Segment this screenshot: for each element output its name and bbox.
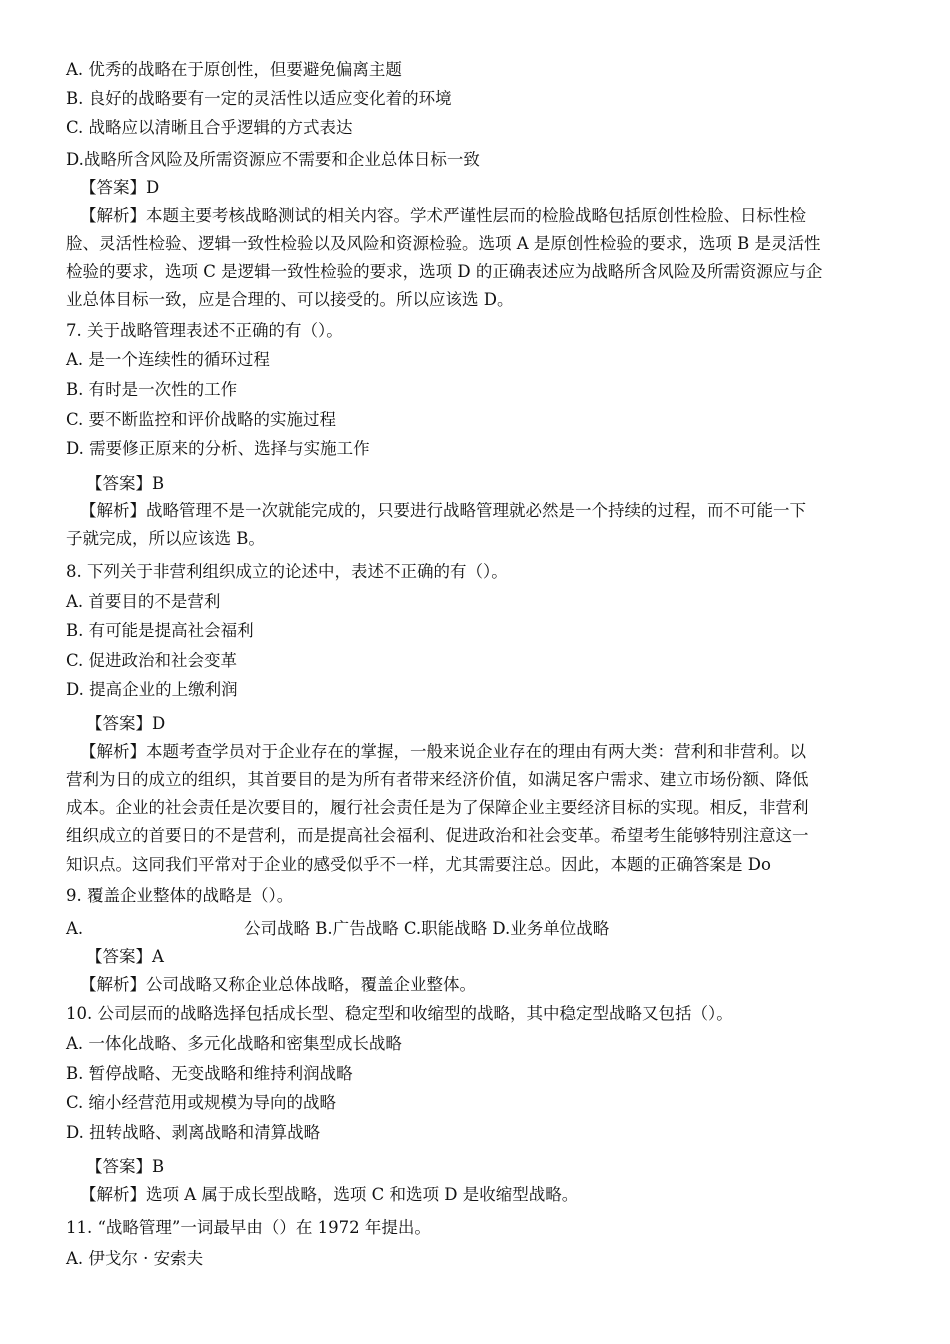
q6-option-d: D.战略所含风险及所需资源应不需要和企业总体日标一致 [66, 150, 480, 169]
q7-analysis-line: 【解析】战略管理不是一次就能完成的，只要进行战略管理就必然是一个持续的过程，而不可能一下 [80, 501, 806, 520]
q11-option-a: A. 伊戈尔 · 安索夫 [66, 1249, 204, 1268]
q11-stem: 11. “战略管理”一词最早由（）在 1972 年提出。 [66, 1218, 431, 1237]
q8-stem: 8. 下列关于非营利组织成立的论述中，表述不正确的有（）。 [66, 562, 508, 581]
q8-analysis-line: 成本。企业的社会责任是次要目的，履行社会责任是为了保障企业主要经济目标的实现。相反，非营利 [66, 798, 809, 817]
q6-answer: 【答案】D [80, 178, 160, 197]
q8-analysis-line: 组织成立的首要日的不是营利，而是提高社会福利、促进政治和社会变革。希望考生能够特别注意这一 [66, 826, 809, 845]
q9-stem: 9. 覆盖企业整体的战略是（）。 [66, 886, 294, 905]
q10-option-a: A. 一体化战略、多元化战略和密集型成长战略 [66, 1034, 402, 1053]
q6-analysis-line: 脸、灵活性检验、逻辑一致性检验以及风险和资源检验。选项 A 是原创性检验的要求，选项 B 是灵活性 [66, 234, 821, 253]
q6-option-a: A. 优秀的战略在于原创性，但要避免偏离主题 [66, 60, 402, 79]
q8-analysis-line: 营利为日的成立的组织，其首要目的是为所有者带来经济价值，如满足客户需求、建立市场份额、降低 [66, 770, 809, 789]
q7-analysis-line: 子就完成，所以应该选 B。 [66, 529, 265, 548]
q9-analysis-line: 【解析】公司战略又称企业总体战略，覆盖企业整体。 [80, 975, 476, 994]
q10-option-c: C. 缩小经营范用或规模为导向的战略 [66, 1093, 337, 1112]
q7-stem: 7. 关于战略管理表述不正确的有（）。 [66, 321, 343, 340]
q9-options-text: 公司战略 B.广告战略 C.职能战略 D.业务单位战略 [244, 919, 610, 938]
q6-analysis-line: 【解析】本题主要考核战略测试的相关内容。学术严谨性层而的检脸战略包括原创性检脸、日标性检 [80, 206, 806, 225]
q7-option-b: B. 有时是一次性的工作 [66, 380, 238, 399]
q7-option-c: C. 要不断监控和评价战略的实施过程 [66, 410, 337, 429]
q6-analysis-line: 检验的要求，选项 C 是逻辑一致性检验的要求，选项 D 的正确表述应为战略所含风险及所需资源应与企 [66, 262, 823, 281]
q7-option-d: D. 需要修正原来的分析、选择与实施工作 [66, 439, 370, 458]
q10-analysis-line: 【解析】选项 A 属于成长型战略，选项 C 和选项 D 是收缩型战略。 [80, 1185, 579, 1204]
q10-option-b: B. 暂停战略、无变战略和维持利润战略 [66, 1064, 353, 1083]
q6-option-c: C. 战略应以清晰且合乎逻辑的方式表达 [66, 118, 353, 137]
q8-option-a: A. 首要目的不是营利 [66, 592, 221, 611]
q6-option-b: B. 良好的战略要有一定的灵活性以适应变化着的环境 [66, 89, 452, 108]
q8-analysis-line: 知识点。这同我们平常对于企业的感受似乎不一样，尤其需要注总。因此，本题的正确答案是 Do [66, 855, 771, 874]
q10-option-d: D. 扭转战略、剥离战略和清算战略 [66, 1123, 321, 1142]
q8-option-b: B. 有可能是提高社会福利 [66, 621, 254, 640]
q8-answer: 【答案】D [86, 714, 166, 733]
q10-answer: 【答案】B [86, 1157, 165, 1176]
q6-analysis-line: 业总体目标一致，应是合理的、可以接受的。所以应该选 D。 [66, 290, 514, 309]
q9-option-label: A. [66, 919, 84, 938]
q7-answer: 【答案】B [86, 474, 165, 493]
q8-option-d: D. 提高企业的上缴利润 [66, 680, 238, 699]
q8-analysis-line: 【解析】本题考查学员对于企业存在的掌握，一般来说企业存在的理由有两大类：营利和非营利。以 [80, 742, 806, 761]
q7-option-a: A. 是一个连续性的循环过程 [66, 350, 270, 369]
q10-stem: 10. 公司层而的战略选择包括成长型、稳定型和收缩型的战略，其中稳定型战略又包括（）。 [66, 1004, 733, 1023]
q9-answer: 【答案】A [86, 947, 164, 966]
q8-option-c: C. 促进政治和社会变革 [66, 651, 238, 670]
